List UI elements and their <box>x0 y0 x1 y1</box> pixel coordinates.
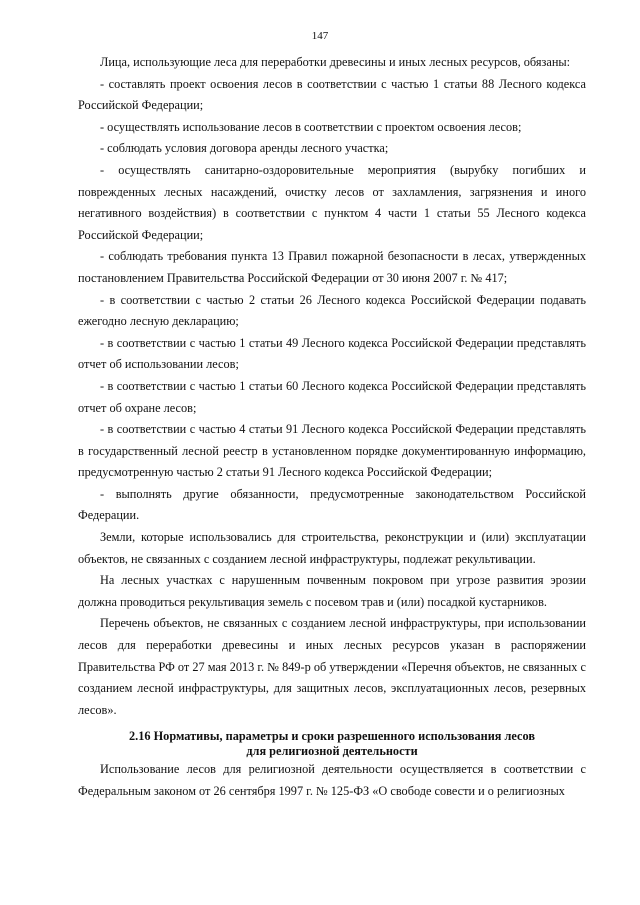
page-number: 147 <box>311 30 329 42</box>
paragraph: - составлять проект освоения лесов в соответствии с частью 1 статьи 88 Лесного кодекса Российской Федерации; <box>78 76 586 113</box>
section-heading <box>78 729 586 759</box>
paragraph: - соблюдать условия договора аренды лесного участка; <box>100 141 389 156</box>
paragraph: - соблюдать требования пункта 13 Правил пожарной безопасности в лесах, утвержденных постановлением Правительства Российской Федерации от 30 июня 2007 г. № 417; <box>78 249 586 285</box>
paragraph: - в соответствии с частью 2 статьи 26 Лесного кодекса Российской Федерации подавать ежегодно лесную декларацию; <box>78 292 586 329</box>
paragraph: Лица, использующие леса для переработки древесины и иных лесных ресурсов, обязаны: <box>100 55 571 69</box>
paragraph: На лесных участках с нарушенным почвенным покровом при угрозе развития эрозии должна проводиться рекультивация земель с посевом трав и (или) посадкой кустарников. <box>78 573 586 609</box>
paragraph: - в соответствии с частью 4 статьи 91 Лесного кодекса Российской Федерации представлять в государственный лесной реестр в установленном порядке документированную информацию, предусмотренную частью 2 статьи 91 Лесного кодекса Российской Федерации; <box>78 422 586 480</box>
document-body <box>78 52 586 803</box>
paragraph: - осуществлять использование лесов в соответствии с проектом освоения лесов; <box>100 119 522 134</box>
paragraph: Перечень объектов, не связанных с созданием лесной инфраструктуры, при использовании лесов для переработки древесины и иных лесных ресурсов указан в распоряжении Правительства РФ от 27 мая 2013 г. № 849-р об утверждении «Перечня объектов, не связанных с созданием лесной инфраструктуры, для защитных лесов, эксплуатационных лесов, резервных лесов». <box>78 616 586 717</box>
paragraph: - в соответствии с частью 1 статьи 49 Лесного кодекса Российской Федерации представлять отчет об использовании лесов; <box>78 335 586 372</box>
section-heading-line: для религиозной деятельности <box>246 744 418 759</box>
paragraph: Земли, которые использовались для строительства, реконструкции и (или) эксплуатации объектов, не связанных с созданием лесной инфраструктуры, подлежат рекультивации. <box>78 530 586 566</box>
paragraph: - осуществлять санитарно-оздоровительные мероприятия (вырубку погибших и поврежденных лесных насаждений, очистку лесов от захламления, загрязнения и иного негативного воздействия) в соответствии с пунктом 4 части 1 статьи 55 Лесного кодекса Российской Федерации; <box>78 162 586 242</box>
paragraph: - выполнять другие обязанности, предусмотренные законодательством Российской Федерации. <box>78 486 586 523</box>
paragraph: Использование лесов для религиозной деятельности осуществляется в соответствии с Федеральным законом от 26 сентября 1997 г. № 125-ФЗ «О свободе совести и о религиозных <box>78 762 586 798</box>
section-heading-line: 2.16 Нормативы, параметры и сроки разрешенного использования лесов <box>129 729 535 744</box>
paragraph: - в соответствии с частью 1 статьи 60 Лесного кодекса Российской Федерации представлять отчет об охране лесов; <box>78 378 586 415</box>
